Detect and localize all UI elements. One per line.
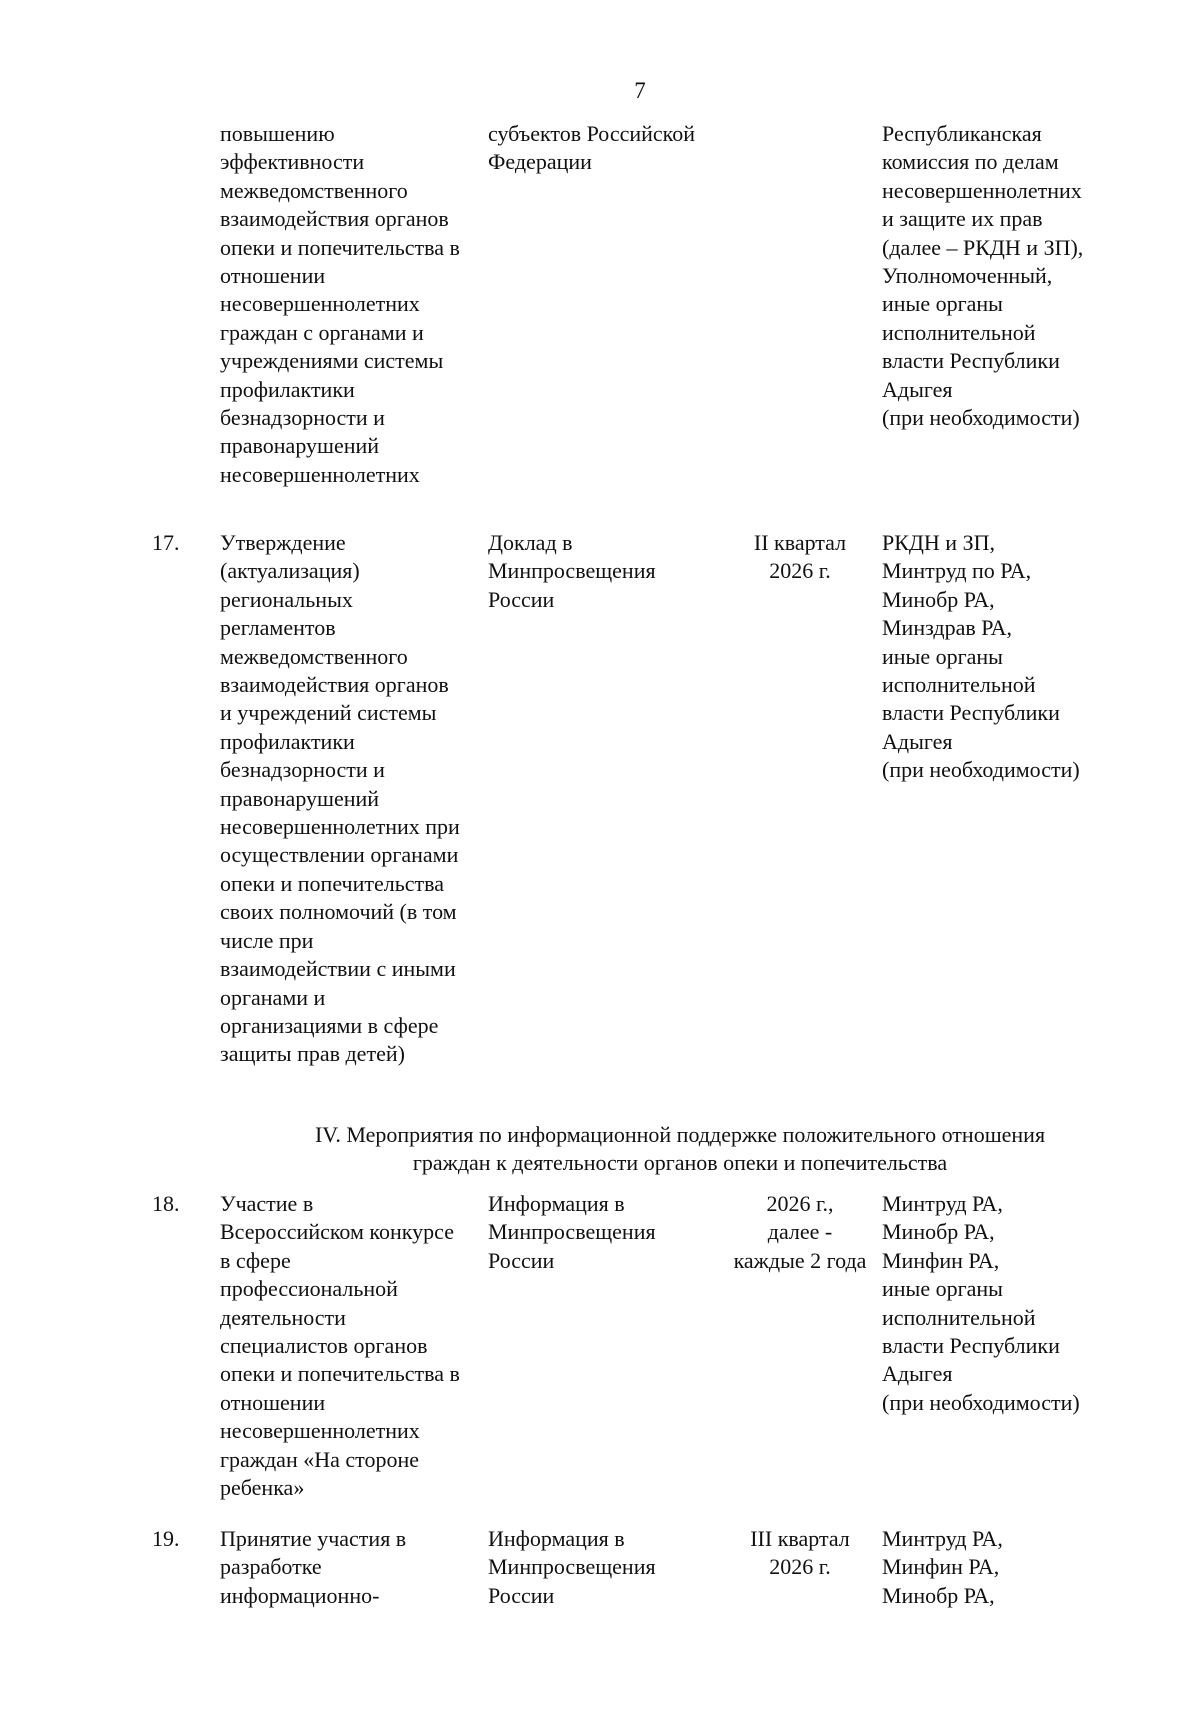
cell-line: в сфере: [220, 1247, 291, 1273]
cell-line: опеки и попечительства в: [220, 1361, 460, 1387]
cell-line: взаимодействия органов: [220, 672, 449, 698]
cell-line: исполнительной: [882, 672, 1036, 698]
cell-line: II квартал: [753, 530, 847, 555]
cell-line: Адыгея: [882, 1361, 953, 1387]
row-number: 19.: [152, 1526, 180, 1551]
cell-line: организациями в сфере: [220, 1012, 439, 1038]
cell-line: Минфин РА,: [882, 1247, 1000, 1273]
cell-line: Минобр РА,: [882, 1219, 995, 1245]
cell-line: защиты прав детей): [220, 1041, 405, 1067]
cell-line: специалистов органов: [220, 1333, 428, 1359]
cell-line: деятельности: [220, 1304, 346, 1330]
cell-line: России: [488, 1582, 555, 1608]
cell-line: Адыгея: [882, 728, 953, 754]
cell-line: 2026 г.: [769, 558, 831, 584]
cell-line: региональных: [220, 586, 353, 612]
cell-line: взаимодействия органов: [220, 206, 449, 232]
cell-line: Принятие участия в: [220, 1526, 407, 1551]
cell-line: Адыгея: [882, 376, 953, 402]
cell-line: власти Республики: [882, 700, 1060, 726]
cell-line: Всероссийском конкурсе: [220, 1219, 454, 1245]
section-heading-line-2: граждан к деятельности органов опеки и попечительства: [412, 1150, 948, 1176]
cell-line: Участие в: [220, 1191, 314, 1216]
cell-line: несовершеннолетних: [882, 177, 1082, 203]
cell-line: граждан «На стороне: [220, 1446, 419, 1472]
cell-line: информационно-: [220, 1582, 380, 1608]
cell-line: несовершеннолетних: [220, 1418, 420, 1444]
cell-line: России: [488, 1247, 555, 1273]
cell-line: Информация в: [488, 1191, 625, 1216]
cell-line: Утверждение: [220, 530, 346, 555]
cell-line: Минтруд РА,: [882, 1526, 1003, 1551]
cell-line: взаимодействии с иными: [220, 956, 456, 982]
cell-line: Уполномоченный,: [882, 263, 1053, 289]
section-heading: [200, 1121, 1160, 1178]
cell-line: повышению: [220, 121, 335, 146]
cell-line: каждые 2 года: [733, 1247, 867, 1273]
cell-line: безнадзорности и: [220, 757, 385, 783]
cell-line: (актуализация): [220, 558, 360, 584]
cell-line: безнадзорности и: [220, 405, 385, 431]
section-heading-line-1: IV. Мероприятия по информационной поддержке положительного отношения: [314, 1122, 1046, 1147]
cell-line: иные органы: [882, 643, 1003, 669]
cell-line: иные органы: [882, 291, 1003, 317]
executors-cell: [882, 1525, 1200, 1610]
cell-line: профессиональной: [220, 1276, 398, 1302]
cell-line: эффективности: [220, 149, 365, 175]
term-cell: [720, 529, 880, 586]
executors-cell: [882, 120, 1200, 432]
event-cell: [220, 120, 492, 489]
cell-line: профилактики: [220, 728, 355, 754]
term-cell: [720, 1190, 880, 1275]
cell-line: Минтруд РА,: [882, 1191, 1003, 1216]
cell-line: несовершеннолетних: [220, 461, 420, 487]
cell-line: Минздрав РА,: [882, 615, 1013, 641]
cell-line: профилактики: [220, 376, 355, 402]
event-cell: [220, 529, 492, 1069]
event-cell: [220, 1525, 492, 1610]
cell-line: 2026 г.: [769, 1554, 831, 1580]
cell-line: и защите их прав: [882, 206, 1043, 232]
cell-line: (при необходимости): [882, 757, 1080, 783]
cell-line: регламентов: [220, 615, 336, 641]
row-number: 17.: [152, 530, 180, 555]
cell-line: РКДН и ЗП,: [882, 530, 995, 555]
cell-line: Минфин РА,: [882, 1554, 1000, 1580]
executors-cell: [882, 529, 1200, 785]
cell-line: власти Республики: [882, 348, 1060, 374]
cell-line: III квартал: [750, 1526, 850, 1551]
cell-line: органами и: [220, 984, 326, 1010]
executors-cell: [882, 1190, 1200, 1417]
result-cell: [488, 1525, 728, 1610]
cell-line: осуществлении органами: [220, 842, 459, 868]
cell-line: несовершеннолетних при: [220, 814, 460, 840]
result-cell: [488, 529, 728, 614]
cell-line: правонарушений: [220, 785, 380, 811]
event-cell: [220, 1190, 492, 1502]
cell-line: опеки и попечительства в: [220, 234, 460, 260]
cell-line: ребенка»: [220, 1475, 305, 1501]
result-cell: [488, 1190, 728, 1275]
cell-line: Минпросвещения: [488, 1554, 656, 1580]
cell-line: Минобр РА,: [882, 586, 995, 612]
cell-line: опеки и попечительства: [220, 870, 445, 896]
cell-line: отношении: [220, 1389, 326, 1415]
cell-line: межведомственного: [220, 643, 408, 669]
cell-line: комиссия по делам: [882, 149, 1059, 175]
cell-line: Федерации: [488, 149, 592, 175]
cell-line: несовершеннолетних: [220, 291, 420, 317]
cell-line: правонарушений: [220, 433, 380, 459]
cell-line: (при необходимости): [882, 1389, 1080, 1415]
cell-line: субъектов Российской: [488, 121, 696, 146]
cell-line: 2026 г.,: [766, 1191, 834, 1216]
cell-line: Минтруд по РА,: [882, 558, 1032, 584]
cell-line: межведомственного: [220, 177, 408, 203]
term-cell: [720, 1525, 880, 1582]
cell-line: своих полномочий (в том: [220, 899, 457, 925]
cell-line: иные органы: [882, 1276, 1003, 1302]
cell-line: (далее – РКДН и ЗП),: [882, 234, 1084, 260]
cell-line: далее -: [767, 1219, 833, 1245]
cell-line: Минобр РА,: [882, 1582, 995, 1608]
cell-line: отношении: [220, 263, 326, 289]
cell-line: числе при: [220, 927, 314, 953]
cell-line: учреждениями системы: [220, 348, 444, 374]
cell-line: и учреждений системы: [220, 700, 437, 726]
cell-line: исполнительной: [882, 319, 1036, 345]
cell-line: (при необходимости): [882, 405, 1080, 431]
cell-line: Республиканская: [882, 121, 1042, 146]
cell-line: Минпросвещения: [488, 1219, 656, 1245]
cell-line: Доклад в: [488, 530, 573, 555]
row-number: 18.: [152, 1191, 180, 1216]
cell-line: России: [488, 586, 555, 612]
cell-line: Информация в: [488, 1526, 625, 1551]
page-number: 7: [634, 78, 646, 103]
cell-line: Минпросвещения: [488, 558, 656, 584]
cell-line: исполнительной: [882, 1304, 1036, 1330]
cell-line: разработке: [220, 1554, 322, 1580]
cell-line: граждан с органами и: [220, 319, 424, 345]
result-cell: [488, 120, 728, 177]
cell-line: власти Республики: [882, 1333, 1060, 1359]
